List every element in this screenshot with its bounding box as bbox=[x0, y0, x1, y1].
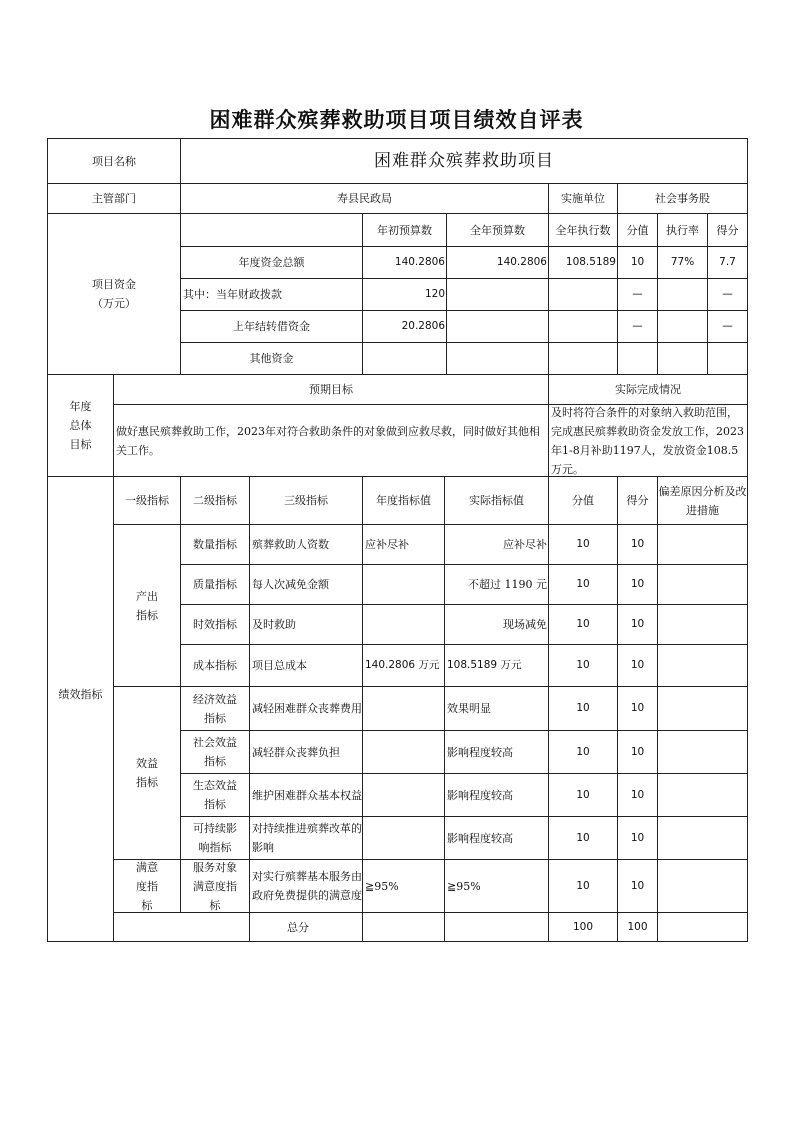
funds-cell bbox=[549, 343, 617, 374]
performance-cell: 影响程度较高 bbox=[447, 788, 513, 802]
performance-header: 二级指标 bbox=[193, 494, 237, 507]
performance-cell: 社会效益指标 bbox=[193, 736, 237, 768]
funds-cell: 140.2806 bbox=[394, 256, 445, 268]
funds-header: 年初预算数 bbox=[377, 223, 432, 237]
funds-row-name: 其中：当年财政拨款 bbox=[183, 288, 282, 301]
funds-cell: — bbox=[632, 288, 643, 300]
performance-cell: 可持续影响指标 bbox=[193, 822, 237, 854]
funds-cell bbox=[658, 311, 707, 342]
funds-cell: 120 bbox=[424, 288, 445, 300]
performance-cell: 成本指标 bbox=[193, 659, 237, 672]
level1-satisfaction: 满意度指标 bbox=[136, 860, 158, 912]
performance-cell: 维护困难群众基本权益 bbox=[252, 788, 362, 802]
funds-cell: 7.7 bbox=[719, 256, 736, 268]
funds-cell: 20.2806 bbox=[401, 320, 445, 332]
performance-cell: 每人次减免金额 bbox=[252, 578, 329, 591]
performance-cell bbox=[658, 774, 747, 816]
performance-cell: 10 bbox=[630, 618, 645, 630]
funds-cell: 140.2806 bbox=[496, 256, 547, 268]
performance-cell: 10 bbox=[630, 745, 645, 758]
funds-row-name: 年度资金总额 bbox=[238, 256, 305, 269]
funds-cell: — bbox=[632, 320, 643, 332]
funds-cell: 10 bbox=[630, 256, 645, 268]
performance-cell: 质量指标 bbox=[193, 578, 237, 591]
performance-cell: 10 bbox=[576, 702, 590, 714]
performance-cell: 10 bbox=[630, 702, 645, 714]
performance-cell bbox=[363, 565, 444, 604]
performance-cell bbox=[658, 817, 747, 859]
performance-cell bbox=[658, 525, 747, 564]
performance-cell bbox=[363, 605, 444, 644]
dept-value: 寿县民政局 bbox=[337, 192, 392, 205]
performance-cell: 项目总成本 bbox=[252, 659, 307, 672]
funds-cell bbox=[447, 343, 548, 374]
performance-header: 偏差原因分析及改进措施 bbox=[658, 484, 747, 517]
table-border bbox=[47, 941, 748, 942]
funds-header: 分值 bbox=[626, 223, 649, 237]
funds-cell bbox=[618, 343, 657, 374]
funds-cell bbox=[658, 279, 707, 310]
performance-cell: 10 bbox=[630, 538, 645, 550]
performance-cell bbox=[363, 774, 444, 816]
performance-cell: 殡葬救助人资数 bbox=[252, 538, 329, 551]
total-label: 总分 bbox=[287, 920, 309, 934]
performance-cell: 10 bbox=[630, 879, 645, 892]
performance-cell: 10 bbox=[576, 578, 590, 590]
funds-row-name: 上年结转借资金 bbox=[233, 320, 310, 333]
funds-header: 得分 bbox=[716, 223, 739, 237]
project-name-value: 困难群众殡葬救助项目 bbox=[374, 150, 554, 171]
performance-cell bbox=[363, 817, 444, 859]
performance-cell bbox=[658, 605, 747, 644]
funds-cell bbox=[447, 311, 548, 342]
performance-cell bbox=[658, 731, 747, 773]
performance-cell: 140.2806 万元 bbox=[365, 659, 440, 671]
performance-label: 绩效指标 bbox=[58, 688, 103, 701]
funds-cell bbox=[447, 279, 548, 310]
performance-cell: 10 bbox=[576, 831, 590, 844]
performance-cell: 10 bbox=[576, 745, 590, 758]
performance-header: 得分 bbox=[626, 494, 649, 507]
impl-unit-value: 社会事务股 bbox=[655, 192, 710, 205]
funds-label bbox=[48, 214, 180, 373]
funds-row-name: 其他资金 bbox=[249, 352, 294, 365]
performance-cell: 影响程度较高 bbox=[447, 745, 513, 759]
performance-cell: 应补尽补 bbox=[503, 538, 547, 551]
performance-cell: 对持续推进殡葬改革的影响 bbox=[252, 822, 362, 854]
performance-cell bbox=[658, 687, 747, 730]
performance-cell: 10 bbox=[576, 788, 590, 801]
funds-cell: — bbox=[722, 320, 733, 332]
performance-cell: 10 bbox=[576, 879, 590, 892]
performance-cell: 减轻困难群众丧葬费用 bbox=[252, 702, 362, 715]
performance-cell: 不超过 1190 元 bbox=[468, 578, 547, 591]
funds-header: 执行率 bbox=[666, 223, 699, 237]
performance-cell: 10 bbox=[576, 538, 590, 550]
performance-header: 分值 bbox=[572, 494, 594, 507]
performance-header: 一级指标 bbox=[125, 494, 169, 507]
goal-expected-header: 预期目标 bbox=[309, 383, 353, 396]
level1-benefit: 效益指标 bbox=[136, 757, 158, 789]
performance-cell: 10 bbox=[576, 659, 590, 671]
funds-cell: 77% bbox=[670, 256, 695, 268]
performance-cell: 减轻群众丧葬负担 bbox=[252, 745, 340, 759]
performance-cell: 对实行殡葬基本服务由政府免费提供的满意度 bbox=[252, 870, 362, 902]
performance-header: 三级指标 bbox=[284, 494, 328, 507]
goal-actual-text: 及时将符合条件的对象纳入救助范围，完成惠民殡葬救助资金发放工作，2023年1-8月补助1197人，发放资金108.5万元。 bbox=[551, 405, 744, 476]
dept-label: 主管部门 bbox=[92, 192, 136, 205]
performance-cell: 数量指标 bbox=[193, 538, 237, 551]
level1-output: 产出指标 bbox=[136, 589, 158, 622]
goal-expected-text: 做好惠民殡葬救助工作，2023年对符合救助条件的对象做到应救尽救，同时做好其他相关工作。 bbox=[116, 424, 540, 457]
page-title: 困难群众殡葬救助项目项目绩效自评表 bbox=[209, 108, 584, 132]
funds-label-unit: （万元） bbox=[92, 296, 136, 310]
performance-cell: 10 bbox=[630, 578, 645, 590]
total-score: 100 bbox=[627, 920, 648, 933]
performance-cell: 10 bbox=[630, 831, 645, 844]
impl-unit-label: 实施单位 bbox=[561, 192, 605, 205]
funds-cell bbox=[549, 279, 617, 310]
performance-cell bbox=[363, 687, 444, 730]
total-score-value: 100 bbox=[572, 920, 594, 933]
performance-cell: 及时救助 bbox=[252, 618, 296, 631]
funds-cell: — bbox=[722, 288, 733, 300]
performance-cell bbox=[363, 731, 444, 773]
performance-cell: 影响程度较高 bbox=[447, 831, 513, 845]
performance-cell: 生态效益指标 bbox=[193, 779, 237, 811]
performance-cell: 10 bbox=[576, 618, 590, 630]
goal-actual-header: 实际完成情况 bbox=[615, 383, 681, 396]
performance-cell: 时效指标 bbox=[193, 618, 237, 631]
performance-cell: ≧95% bbox=[447, 879, 481, 893]
table-border bbox=[747, 138, 748, 942]
funds-cell bbox=[708, 343, 747, 374]
performance-cell: ≧95% bbox=[365, 879, 399, 893]
performance-cell: 10 bbox=[630, 788, 645, 801]
funds-header: 全年执行数 bbox=[555, 223, 611, 237]
project-name-label: 项目名称 bbox=[92, 154, 136, 168]
performance-header: 实际指标值 bbox=[469, 494, 524, 507]
performance-header: 年度指标值 bbox=[376, 494, 431, 507]
performance-cell: 应补尽补 bbox=[365, 538, 409, 551]
funds-cell bbox=[363, 343, 446, 374]
funds-cell: 108.5189 bbox=[565, 256, 616, 268]
performance-cell: 现场减免 bbox=[503, 618, 547, 631]
performance-cell: 效果明显 bbox=[447, 702, 491, 715]
performance-cell: 10 bbox=[630, 659, 645, 671]
performance-cell: 108.5189 万元 bbox=[447, 659, 522, 671]
performance-cell: 服务对象满意度指标 bbox=[193, 860, 237, 912]
goal-label: 年度总体目标 bbox=[69, 400, 92, 451]
funds-header: 全年预算数 bbox=[470, 223, 525, 237]
performance-cell: 经济效益指标 bbox=[193, 692, 237, 725]
funds-cell bbox=[549, 311, 617, 342]
funds-cell bbox=[658, 343, 707, 374]
performance-cell bbox=[658, 645, 747, 686]
performance-cell bbox=[658, 565, 747, 604]
performance-cell bbox=[658, 860, 747, 912]
funds-label-line: 项目资金 bbox=[92, 277, 136, 291]
